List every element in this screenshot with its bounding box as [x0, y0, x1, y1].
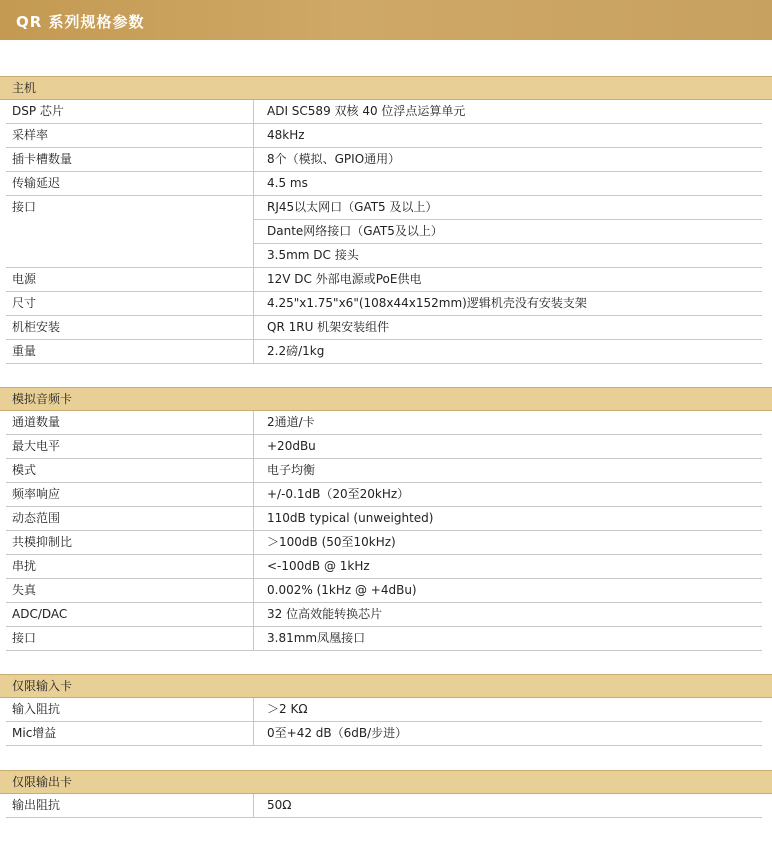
table-row	[6, 531, 762, 555]
section-heading: 模拟音频卡	[0, 387, 772, 411]
table-row	[6, 196, 762, 220]
spec-value: +/-0.1dB（20至20kHz）	[267, 487, 410, 501]
spec-value: QR 1RU 机架安装组件	[267, 320, 390, 334]
section-analog-card	[0, 387, 772, 651]
spec-key: 接口	[6, 627, 254, 650]
spec-key: Mic增益	[6, 722, 254, 745]
table-row	[6, 579, 762, 603]
spec-key: 传输延迟	[6, 172, 254, 195]
spec-value: 8个（模拟、GPIO通用）	[267, 152, 401, 166]
spec-value: 4.25"x1.75"x6"(108x44x152mm)逻辑机壳没有安装支架	[267, 296, 587, 310]
spec-value: 3.81mm凤凰接口	[267, 631, 366, 645]
table-row	[6, 459, 762, 483]
table-row	[6, 794, 762, 818]
spec-key: 动态范围	[6, 507, 254, 530]
table-row	[6, 698, 762, 722]
spec-key: 最大电平	[6, 435, 254, 458]
spec-key: 接口	[6, 196, 254, 220]
spec-key: 输出阻抗	[6, 794, 254, 817]
spec-key: 频率响应	[6, 483, 254, 506]
table-row	[6, 220, 762, 244]
spec-table-output	[6, 794, 762, 818]
spec-key: 采样率	[6, 124, 254, 147]
spec-table-analog	[6, 411, 762, 651]
spec-value: 0至+42 dB（6dB/步进）	[267, 726, 408, 740]
section-heading: 仅限输入卡	[0, 674, 772, 698]
spec-key	[6, 244, 254, 267]
spec-value: 4.5 ms	[267, 176, 308, 190]
spec-value: 2通道/卡	[267, 415, 315, 429]
spec-value: 110dB typical (unweighted)	[267, 511, 434, 525]
table-row	[6, 148, 762, 172]
spec-key: 共模抑制比	[6, 531, 254, 554]
table-row	[6, 627, 762, 651]
spec-value: Dante网络接口（GAT5及以上）	[254, 220, 762, 244]
table-row	[6, 244, 762, 268]
spec-key: DSP 芯片	[6, 100, 254, 123]
spec-value: 48kHz	[267, 128, 305, 142]
title-bar	[0, 0, 772, 40]
spec-value: 3.5mm DC 接头	[267, 248, 359, 262]
spec-value: RJ45以太网口（GAT5 及以上）	[254, 196, 762, 220]
spec-value: +20dBu	[267, 439, 316, 453]
table-row	[6, 483, 762, 507]
spec-key: 插卡槽数量	[6, 148, 254, 171]
spec-key: 电源	[6, 268, 254, 291]
spec-value: ＞2 KΩ	[267, 702, 308, 716]
table-row	[6, 435, 762, 459]
spec-value: 12V DC 外部电源或PoE供电	[267, 272, 422, 286]
section-host	[0, 76, 772, 364]
table-row	[6, 292, 762, 316]
table-row	[6, 507, 762, 531]
table-row	[6, 603, 762, 627]
spec-key: 模式	[6, 459, 254, 482]
page-title: QR 系列规格参数	[16, 13, 145, 31]
table-row	[6, 411, 762, 435]
spec-key: 串扰	[6, 555, 254, 578]
spec-key: 尺寸	[6, 292, 254, 315]
spec-value: 2.2磅/1kg	[267, 344, 325, 358]
section-heading: 仅限输出卡	[0, 770, 772, 794]
spec-value: 0.002% (1kHz @ +4dBu)	[267, 583, 417, 597]
spec-value: 50Ω	[267, 798, 292, 812]
table-row	[6, 555, 762, 579]
section-output-card	[0, 770, 772, 818]
spec-value: 32 位高效能转换芯片	[267, 607, 383, 621]
table-row	[6, 124, 762, 148]
spec-key: 输入阻抗	[6, 698, 254, 721]
spec-key: ADC/DAC	[6, 603, 254, 626]
table-row	[6, 268, 762, 292]
spec-table-host	[6, 100, 762, 364]
spec-key	[6, 220, 254, 244]
spec-value: 电子均衡	[267, 463, 316, 477]
spec-key: 失真	[6, 579, 254, 602]
section-heading: 主机	[0, 76, 772, 100]
table-row	[6, 100, 762, 124]
spec-table-input	[6, 698, 762, 746]
spec-key: 重量	[6, 340, 254, 363]
table-row	[6, 340, 762, 364]
table-row	[6, 722, 762, 746]
spec-value: ＞100dB (50至10kHz)	[267, 535, 396, 549]
spec-value: <-100dB @ 1kHz	[267, 559, 370, 573]
spec-key: 机柜安装	[6, 316, 254, 339]
spec-key: 通道数量	[6, 411, 254, 434]
section-input-card	[0, 674, 772, 746]
table-row	[6, 316, 762, 340]
table-row	[6, 172, 762, 196]
spec-value: ADI SC589 双核 40 位浮点运算单元	[267, 104, 466, 118]
